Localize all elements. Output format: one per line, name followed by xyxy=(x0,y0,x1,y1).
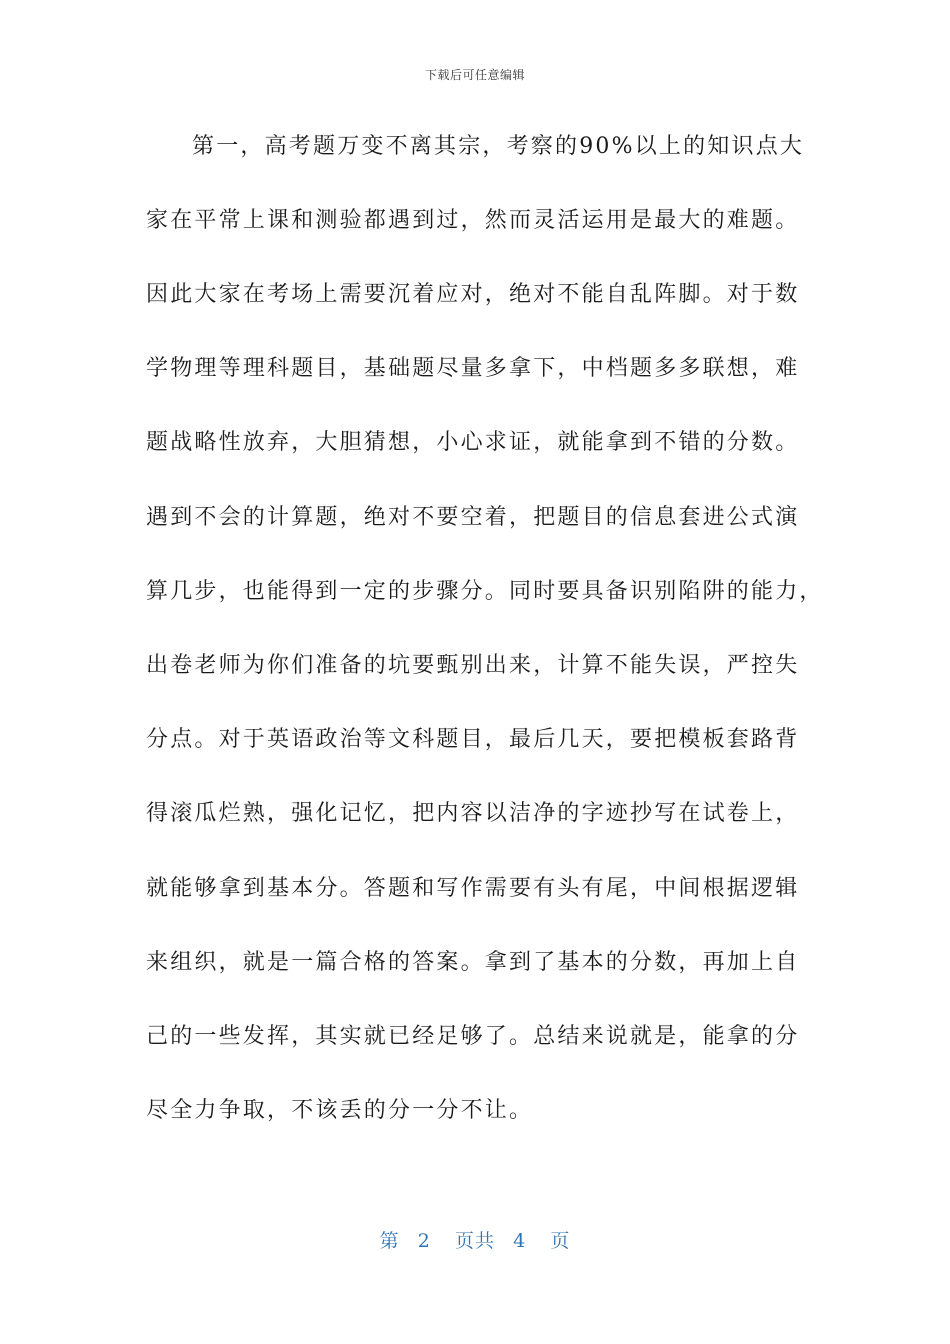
paragraph-line: 尽全力争取，不该丢的分一分不让。 xyxy=(146,1098,534,1123)
paragraph-line: 分点。对于英语政治等文科题目，最后几天，要把模板套路背 xyxy=(146,727,800,752)
paragraph-line: 学物理等理科题目，基础题尽量多拿下，中档题多多联想，难 xyxy=(146,356,800,381)
paragraph-line: 得滚瓜烂熟，强化记忆，把内容以洁净的字迹抄写在试卷上， xyxy=(146,801,800,826)
paragraph-line: 算几步，也能得到一定的步骤分。同时要具备识别陷阱的能力， xyxy=(146,579,824,604)
paragraph-line: 第一，高考题万变不离其宗，考察的90%以上的知识点大 xyxy=(192,134,805,159)
footer-suffix: 页 xyxy=(550,1230,571,1252)
paragraph-line: 题战略性放弃，大胆猜想，小心求证，就能拿到不错的分数。 xyxy=(146,430,800,455)
paragraph-line: 己的一些发挥，其实就已经足够了。总结来说就是，能拿的分 xyxy=(146,1024,800,1049)
paragraph-line: 出卷老师为你们准备的坑要甄别出来，计算不能失误，严控失 xyxy=(146,653,800,678)
paragraph-line: 因此大家在考场上需要沉着应对，绝对不能自乱阵脚。对于数 xyxy=(146,282,800,307)
footer-total-pages: 4 xyxy=(513,1230,527,1252)
paragraph-line: 来组织，就是一篇合格的答案。拿到了基本的分数，再加上自 xyxy=(146,950,800,975)
footer-current-page: 2 xyxy=(417,1230,431,1252)
header-note: 下载后可任意编辑 xyxy=(424,68,525,82)
footer-prefix: 第 xyxy=(379,1230,400,1252)
paragraph-line: 就能够拿到基本分。答题和写作需要有头有尾，中间根据逻辑 xyxy=(146,876,800,901)
page-footer xyxy=(0,1226,950,1253)
paragraph-line: 遇到不会的计算题，绝对不要空着，把题目的信息套进公式演 xyxy=(146,505,800,530)
footer-middle: 页共 xyxy=(454,1230,495,1252)
paragraph-line: 家在平常上课和测验都遇到过，然而灵活运用是最大的难题。 xyxy=(146,208,800,233)
